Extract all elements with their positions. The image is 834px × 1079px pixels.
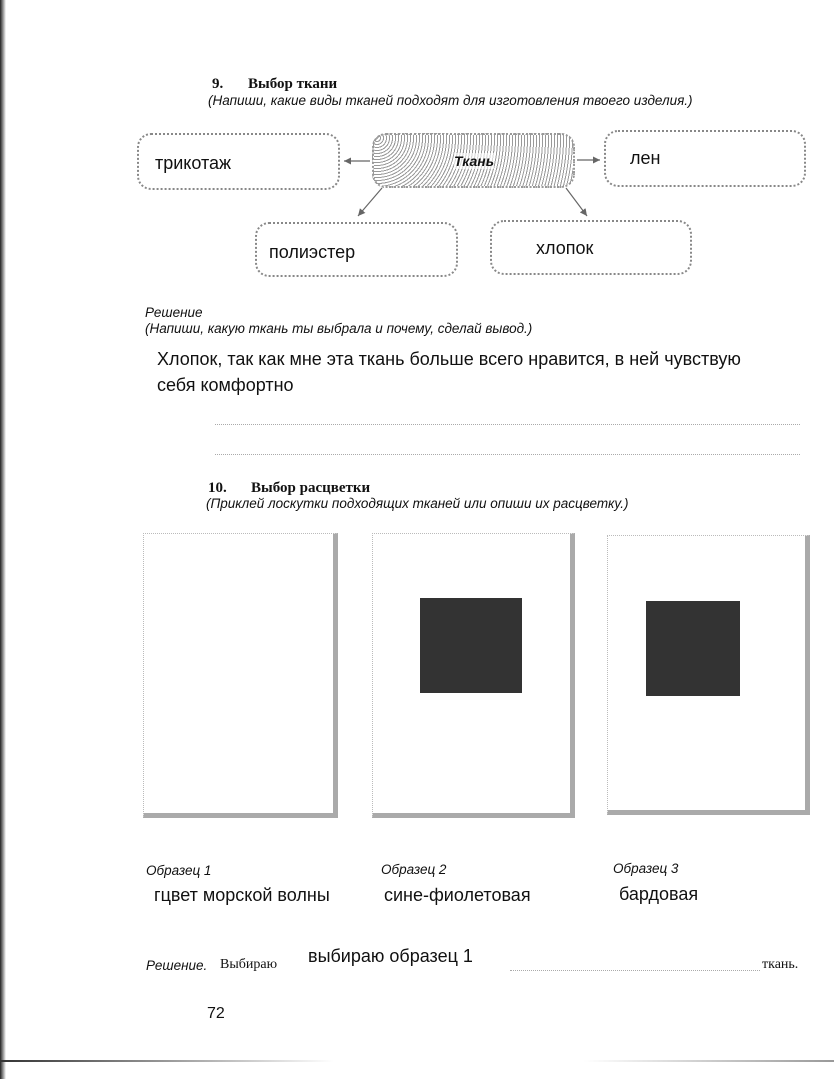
answer-line [510,970,760,971]
answer-line [215,454,800,455]
arrow-down-left [358,188,382,216]
section9-instruction: (Напиши, какие виды тканей подходят для изготовления твоего изделия.) [208,93,693,108]
center-label: Ткань [454,153,495,169]
section9-number: 9. [212,76,224,92]
scan-bottom-edge [0,1060,834,1062]
sample-answer: сине-фиолетовая [384,885,531,905]
sample-frame-2 [372,533,575,818]
arrow-down-right [566,188,587,216]
solution-instruction: (Напиши, какую ткань ты выбрала и почему, сделай вывод.) [145,321,533,336]
fabric-answer: трикотаж [155,153,232,173]
fabric-swatch [646,601,740,696]
sample-label: Образец 1 [146,863,212,878]
fabric-answer: лен [630,148,661,168]
fabric-swatch [420,598,522,693]
final-solution-answer: выбираю образец 1 [308,946,473,966]
section10-title: Выбор расцветки [251,480,371,496]
diagram-arrows [0,0,834,300]
sample-label: Образец 2 [381,862,447,877]
solution-label: Решение [145,305,203,320]
fabric-answer: хлопок [536,238,594,258]
sample-frame-3 [607,535,810,815]
section10-instruction: (Приклей лоскутки подходящих тканей или опиши их расцветку.) [206,496,629,511]
sample-answer: бардовая [619,884,699,904]
section10-number: 10. [208,480,227,496]
final-solution-suffix: ткань. [762,957,799,972]
sample-answer: гцвет морской волны [154,885,330,905]
answer-line [215,424,800,425]
sample-label: Образец 3 [613,861,679,876]
fabric-answer: полиэстер [269,242,356,262]
page-number: 72 [207,1005,225,1022]
final-solution-prefix: Выбираю [220,957,278,972]
solution-answer-line2: себя комфортно [157,375,294,395]
section9-title: Выбор ткани [248,76,338,92]
solution-answer-line1: Хлопок, так как мне эта ткань больше всего нравится, в ней чувствую [157,349,741,369]
final-solution-label: Решение. [146,958,208,973]
sample-frame-1 [143,533,338,818]
